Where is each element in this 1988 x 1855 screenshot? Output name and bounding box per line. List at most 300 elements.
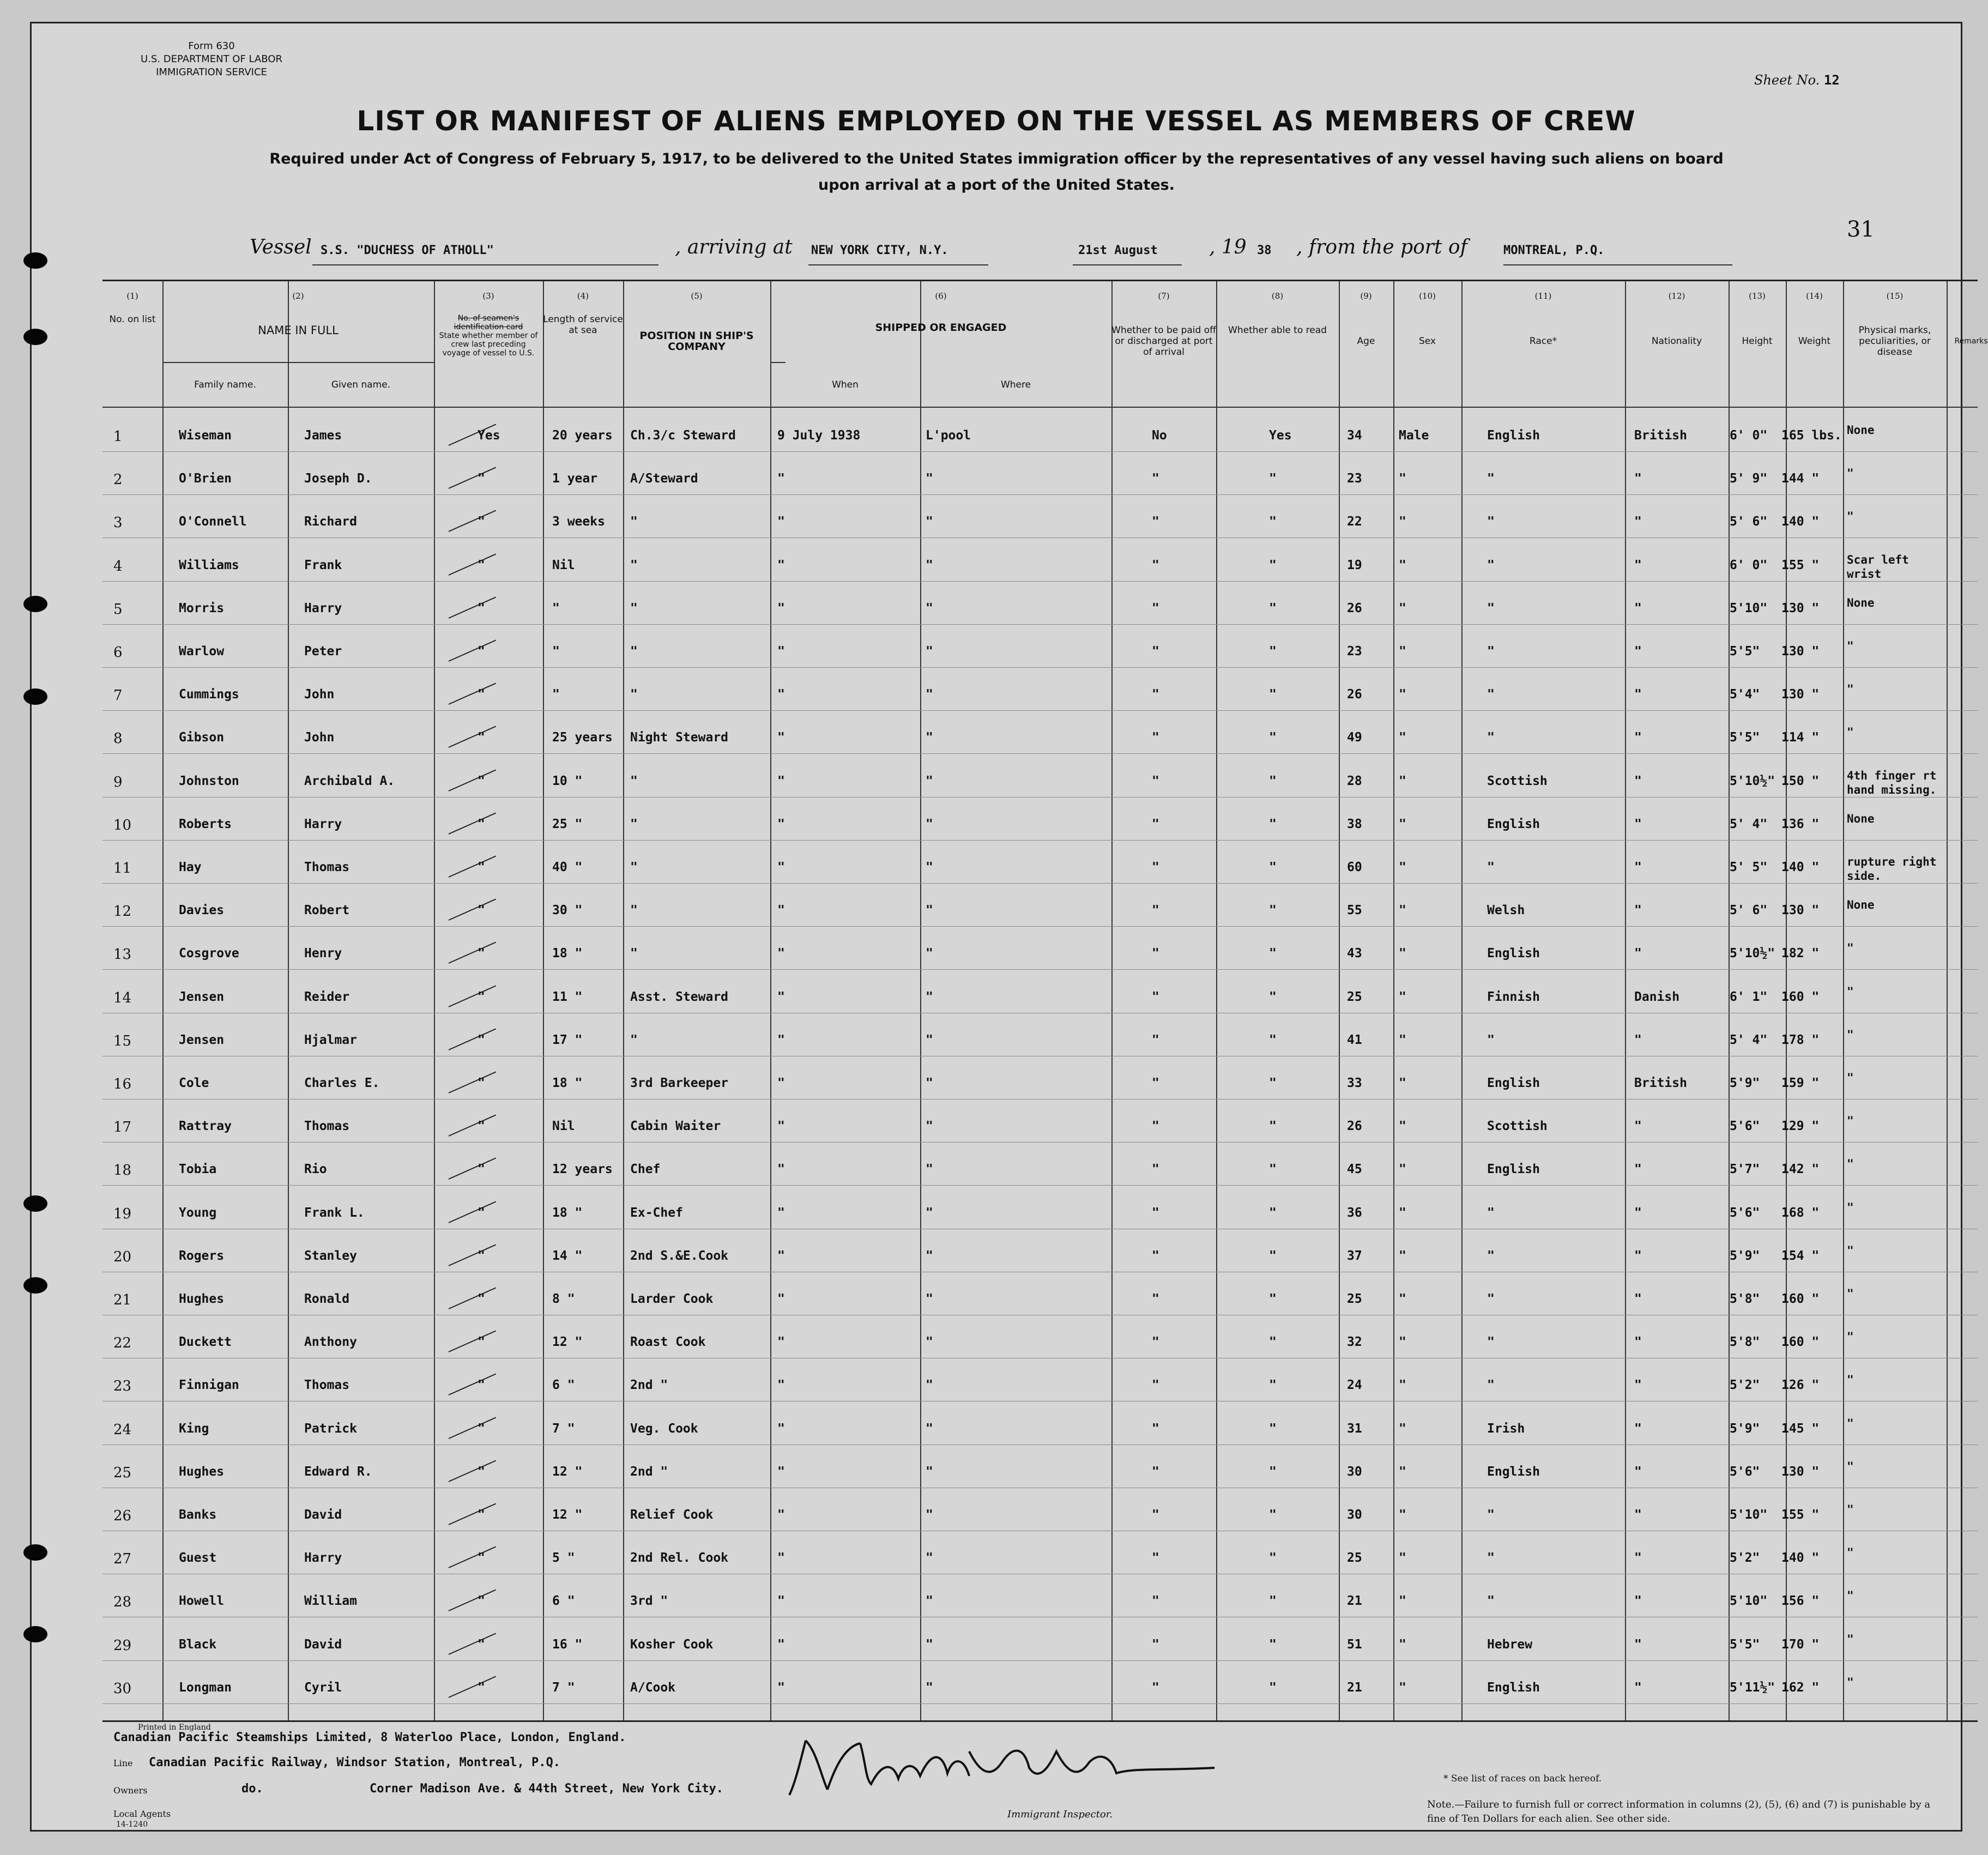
row-number: 17	[113, 1119, 132, 1136]
nationality-cell: British	[1634, 1076, 1687, 1090]
age-cell: 51	[1347, 1637, 1362, 1652]
physical-marks-cell: 4th finger rt hand missing.	[1847, 769, 1937, 796]
vessel-name: S.S. "DUCHESS OF ATHOLL"	[321, 244, 494, 257]
service-length-cell: 12 "	[552, 1464, 583, 1479]
physical-marks-cell: "	[1847, 1459, 1854, 1473]
check-mark	[449, 812, 497, 834]
form-header	[124, 40, 299, 79]
paid-off-cell: "	[1152, 730, 1159, 745]
paid-off-cell: "	[1152, 1421, 1159, 1436]
height-cell: 5' 4"	[1730, 1032, 1768, 1047]
shipped-when-cell: 9 July 1938	[777, 428, 861, 443]
weight-cell: 160 "	[1781, 989, 1820, 1004]
given-name-cell: Harry	[304, 1551, 342, 1566]
previous-voyage-cell: "	[478, 1594, 485, 1609]
height-cell: 5'2"	[1730, 1378, 1760, 1393]
shipped-when-cell: "	[777, 1680, 785, 1695]
from-port: MONTREAL, P.Q.	[1503, 244, 1605, 257]
given-name-cell: John	[304, 687, 335, 702]
physical-marks-cell: "	[1847, 1114, 1854, 1128]
weight-cell: 142 "	[1781, 1162, 1820, 1177]
position-cell: "	[630, 687, 638, 702]
able-to-read-cell: "	[1269, 1464, 1277, 1479]
weight-cell: 155 "	[1781, 558, 1820, 572]
row-number: 1	[113, 428, 123, 445]
check-mark	[449, 1071, 497, 1093]
crew-table	[102, 280, 1988, 1722]
row-number: 11	[113, 860, 132, 877]
service-length-cell: Nil	[552, 558, 575, 572]
arrival-port: NEW YORK CITY, N.Y.	[811, 244, 948, 257]
nationality-cell: "	[1634, 1421, 1642, 1436]
col-num-11: (11)	[1534, 291, 1552, 301]
physical-marks-cell: "	[1847, 984, 1854, 998]
age-cell: 45	[1347, 1162, 1362, 1177]
row-number: 27	[113, 1551, 132, 1568]
row-number: 20	[113, 1248, 132, 1265]
header-col3-text: State whether member of crew last preceding voyage of vessel to U.S.	[439, 331, 538, 358]
age-cell: 49	[1347, 730, 1362, 745]
printed-note: Printed in England	[138, 1723, 211, 1732]
previous-voyage-cell: "	[478, 1032, 485, 1047]
family-name-cell: Jensen	[179, 1032, 225, 1047]
col-num-7: (7)	[1158, 291, 1170, 301]
weight-cell: 130 "	[1781, 687, 1820, 702]
position-cell: "	[630, 817, 638, 831]
sex-cell: "	[1399, 515, 1406, 529]
height-cell: 5'4"	[1730, 687, 1760, 702]
service-length-cell: 10 "	[552, 774, 583, 788]
check-mark	[449, 1158, 497, 1180]
able-to-read-cell: "	[1269, 1335, 1277, 1350]
sheet-number-value: 12	[1823, 72, 1840, 88]
able-to-read-cell: "	[1269, 644, 1277, 658]
shipped-where-cell: "	[926, 1292, 933, 1306]
previous-voyage-cell: "	[478, 1680, 485, 1695]
age-cell: 37	[1347, 1248, 1362, 1263]
able-to-read-cell: "	[1269, 515, 1277, 529]
row-number: 12	[113, 903, 132, 920]
position-cell: "	[630, 774, 638, 788]
sex-cell: "	[1399, 1594, 1406, 1609]
row-number: 16	[113, 1076, 132, 1092]
check-mark	[449, 1676, 497, 1697]
age-cell: 36	[1347, 1205, 1362, 1220]
weight-cell: 156 "	[1781, 1594, 1820, 1609]
family-name-cell: Wiseman	[179, 428, 232, 443]
header-name-in-full: NAME IN FULL	[258, 324, 339, 337]
race-cell: "	[1487, 1594, 1495, 1609]
shipped-when-cell: "	[777, 1076, 785, 1090]
row-number: 30	[113, 1680, 132, 1697]
given-name-cell: Henry	[304, 946, 342, 961]
race-cell: English	[1487, 1162, 1540, 1177]
row-number: 22	[113, 1335, 132, 1352]
sex-cell: "	[1399, 1335, 1406, 1350]
previous-voyage-cell: "	[478, 860, 485, 874]
shipped-where-cell: "	[926, 644, 933, 658]
able-to-read-cell: "	[1269, 817, 1277, 831]
check-mark	[449, 985, 497, 1007]
given-name-cell: Patrick	[304, 1421, 357, 1436]
nationality-cell: "	[1634, 1594, 1642, 1609]
weight-cell: 159 "	[1781, 1076, 1820, 1090]
previous-voyage-cell: "	[478, 1076, 485, 1090]
physical-marks-cell: "	[1847, 1675, 1854, 1689]
header-nationality: Nationality	[1651, 336, 1702, 347]
given-name-cell: Anthony	[304, 1335, 357, 1350]
height-cell: 5'6"	[1730, 1205, 1760, 1220]
given-name-cell: Peter	[304, 644, 342, 658]
race-cell: Irish	[1487, 1421, 1525, 1436]
check-mark	[449, 1417, 497, 1439]
paid-off-cell: "	[1152, 1464, 1159, 1479]
check-mark	[449, 1244, 497, 1266]
arrival-year: 38	[1257, 244, 1272, 257]
nationality-cell: "	[1634, 860, 1642, 874]
nationality-cell: "	[1634, 817, 1642, 831]
shipped-where-cell: "	[926, 687, 933, 702]
age-cell: 31	[1347, 1421, 1362, 1436]
service: IMMIGRATION SERVICE	[156, 67, 267, 78]
binder-hole	[23, 1626, 47, 1642]
given-name-cell: Stanley	[304, 1248, 357, 1263]
height-cell: 5' 6"	[1730, 903, 1768, 918]
given-name-cell: Robert	[304, 903, 350, 918]
able-to-read-cell: "	[1269, 1637, 1277, 1652]
paid-off-cell: "	[1152, 601, 1159, 615]
sex-cell: "	[1399, 1508, 1406, 1522]
position-cell: "	[630, 903, 638, 918]
service-length-cell: 7 "	[552, 1680, 575, 1695]
height-cell: 5'11½"	[1730, 1680, 1775, 1695]
shipped-when-cell: "	[777, 515, 785, 529]
inspector-label: Immigrant Inspector.	[1007, 1809, 1113, 1820]
col-num-3: (3)	[482, 291, 494, 301]
physical-marks-cell: rupture right side.	[1847, 855, 1937, 883]
age-cell: 60	[1347, 860, 1362, 874]
height-cell: 5' 5"	[1730, 860, 1768, 874]
family-name-cell: Cole	[179, 1076, 209, 1090]
weight-cell: 140 "	[1781, 1551, 1820, 1566]
race-cell: "	[1487, 644, 1495, 658]
check-mark	[449, 639, 497, 661]
shipped-when-cell: "	[777, 860, 785, 874]
given-name-cell: John	[304, 730, 335, 745]
weight-cell: 126 "	[1781, 1378, 1820, 1393]
paid-off-cell: "	[1152, 817, 1159, 831]
check-mark	[449, 1374, 497, 1395]
previous-voyage-cell: "	[478, 1335, 485, 1350]
age-cell: 21	[1347, 1680, 1362, 1695]
sex-cell: "	[1399, 472, 1406, 486]
paid-off-cell: "	[1152, 472, 1159, 486]
sex-cell: "	[1399, 1076, 1406, 1090]
nationality-cell: "	[1634, 1292, 1642, 1306]
previous-voyage-cell: "	[478, 558, 485, 572]
position-cell: Kosher Cook	[630, 1637, 714, 1652]
previous-voyage-cell: "	[478, 1551, 485, 1566]
age-cell: 30	[1347, 1464, 1362, 1479]
service-length-cell: 11 "	[552, 989, 583, 1004]
given-name-cell: Richard	[304, 515, 357, 529]
weight-cell: 160 "	[1781, 1335, 1820, 1350]
sheet-number-label: Sheet No.	[1754, 72, 1820, 88]
col-num-12: (12)	[1668, 291, 1685, 301]
paid-off-cell: "	[1152, 1551, 1159, 1566]
previous-voyage-cell: "	[478, 515, 485, 529]
able-to-read-cell: "	[1269, 946, 1277, 961]
row-number: 3	[113, 515, 123, 531]
family-name-cell: King	[179, 1421, 209, 1436]
height-cell: 5' 6"	[1730, 515, 1768, 529]
age-cell: 23	[1347, 644, 1362, 658]
service-length-cell: 8 "	[552, 1292, 575, 1306]
position-cell: 2nd "	[630, 1378, 668, 1393]
sex-cell: "	[1399, 1464, 1406, 1479]
age-cell: 30	[1347, 1508, 1362, 1522]
binder-hole	[23, 1277, 47, 1294]
binder-hole	[23, 688, 47, 705]
weight-cell: 130 "	[1781, 601, 1820, 615]
paid-off-cell: "	[1152, 558, 1159, 572]
page-subtitle: Required under Act of Congress of February 5, 1917, to be delivered to the United States immigration officer by the representatives of any vessel having such aliens on board upon arrival at a port of the United States.	[269, 150, 1724, 194]
height-cell: 5' 9"	[1730, 472, 1768, 486]
row-number: 4	[113, 558, 123, 575]
sex-cell: "	[1399, 1162, 1406, 1177]
row-number: 6	[113, 644, 123, 661]
service-length-cell: 7 "	[552, 1421, 575, 1436]
position-cell: "	[630, 860, 638, 874]
race-cell: English	[1487, 1076, 1540, 1090]
check-mark	[449, 855, 497, 877]
race-cell: "	[1487, 601, 1495, 615]
race-cell: "	[1487, 730, 1495, 745]
position-cell: "	[630, 1032, 638, 1047]
family-name-cell: O'Brien	[179, 472, 232, 486]
ditto-mark: do.	[241, 1782, 263, 1796]
row-number: 10	[113, 817, 132, 833]
given-name-cell: Archibald A.	[304, 774, 395, 788]
physical-marks-cell: "	[1847, 510, 1854, 523]
paid-off-cell: "	[1152, 1680, 1159, 1695]
family-name-cell: Rattray	[179, 1119, 232, 1134]
shipped-when-cell: "	[777, 687, 785, 702]
nationality-cell: "	[1634, 1508, 1642, 1522]
shipped-where-cell: "	[926, 1205, 933, 1220]
weight-cell: 130 "	[1781, 903, 1820, 918]
able-to-read-cell: "	[1269, 558, 1277, 572]
family-name-cell: Banks	[179, 1508, 217, 1522]
owners-line-1: Canadian Pacific Steamships Limited, 8 Waterloo Place, London, England.	[113, 1731, 626, 1744]
check-mark	[449, 1503, 497, 1525]
given-name-cell: Charles E.	[304, 1076, 380, 1090]
paid-off-cell: No	[1152, 428, 1167, 443]
service-length-cell: 6 "	[552, 1378, 575, 1393]
age-cell: 43	[1347, 946, 1362, 961]
shipped-when-cell: "	[777, 1378, 785, 1393]
paid-off-cell: "	[1152, 1292, 1159, 1306]
shipped-where-cell: "	[926, 1464, 933, 1479]
service-length-cell: 30 "	[552, 903, 583, 918]
previous-voyage-cell: "	[478, 903, 485, 918]
shipped-when-cell: "	[777, 1205, 785, 1220]
weight-cell: 140 "	[1781, 860, 1820, 874]
height-cell: 5' 4"	[1730, 817, 1768, 831]
previous-voyage-cell: "	[478, 1508, 485, 1522]
sex-cell: "	[1399, 1292, 1406, 1306]
family-name-cell: Hughes	[179, 1464, 225, 1479]
able-to-read-cell: "	[1269, 687, 1277, 702]
service-length-cell: "	[552, 644, 560, 658]
age-cell: 25	[1347, 1292, 1362, 1306]
row-number: 19	[113, 1205, 132, 1222]
height-cell: 5'9"	[1730, 1421, 1760, 1436]
from-port-label: , from the port of	[1296, 236, 1467, 258]
able-to-read-cell: "	[1269, 903, 1277, 918]
row-number: 9	[113, 774, 123, 790]
able-to-read-cell: "	[1269, 774, 1277, 788]
given-name-cell: Rio	[304, 1162, 327, 1177]
check-mark	[449, 683, 497, 705]
service-length-cell: 14 "	[552, 1248, 583, 1263]
sex-cell: "	[1399, 1637, 1406, 1652]
nationality-cell: British	[1634, 428, 1687, 443]
shipped-where-cell: "	[926, 1680, 933, 1695]
family-name-cell: Hay	[179, 860, 202, 874]
row-number: 18	[113, 1162, 132, 1179]
sex-cell: "	[1399, 1032, 1406, 1047]
able-to-read-cell: "	[1269, 1162, 1277, 1177]
height-cell: 6' 0"	[1730, 558, 1768, 572]
paid-off-cell: "	[1152, 1076, 1159, 1090]
shipped-when-cell: "	[777, 601, 785, 615]
able-to-read-cell: "	[1269, 601, 1277, 615]
position-cell: 2nd Rel. Cook	[630, 1551, 729, 1566]
race-cell: "	[1487, 558, 1495, 572]
race-cell: "	[1487, 1335, 1495, 1350]
row-number: 14	[113, 989, 132, 1006]
service-length-cell: "	[552, 687, 560, 702]
given-name-cell: Hjalmar	[304, 1032, 357, 1047]
service-length-cell: 25 years	[552, 730, 613, 745]
col-num-10: (10)	[1419, 291, 1436, 301]
row-number: 15	[113, 1032, 132, 1049]
header-weight: Weight	[1798, 336, 1831, 347]
given-name-cell: Thomas	[304, 1378, 350, 1393]
previous-voyage-cell: "	[478, 774, 485, 788]
nationality-cell: "	[1634, 1119, 1642, 1134]
physical-marks-cell: "	[1847, 1373, 1854, 1387]
able-to-read-cell: "	[1269, 1680, 1277, 1695]
position-cell: 3rd Barkeeper	[630, 1076, 729, 1090]
owners-label: Owners	[113, 1785, 148, 1796]
shipped-where-cell: "	[926, 1637, 933, 1652]
header-where: Where	[1000, 379, 1031, 390]
race-cell: "	[1487, 1292, 1495, 1306]
able-to-read-cell: Yes	[1269, 428, 1292, 443]
shipped-when-cell: "	[777, 1335, 785, 1350]
service-length-cell: 1 year	[552, 472, 598, 486]
row-number: 28	[113, 1594, 132, 1611]
service-length-cell: 25 "	[552, 817, 583, 831]
agents-address: Corner Madison Ave. & 44th Street, New York City.	[370, 1782, 724, 1796]
shipped-when-cell: "	[777, 1162, 785, 1177]
service-length-cell: 18 "	[552, 1205, 583, 1220]
given-name-cell: Frank	[304, 558, 342, 572]
age-cell: 24	[1347, 1378, 1362, 1393]
height-cell: 5'10"	[1730, 1508, 1768, 1522]
position-cell: Roast Cook	[630, 1335, 706, 1350]
physical-marks-cell: "	[1847, 1330, 1854, 1344]
nationality-cell: "	[1634, 515, 1642, 529]
shipped-when-cell: "	[777, 774, 785, 788]
given-name-cell: Frank L.	[304, 1205, 365, 1220]
service-length-cell: 18 "	[552, 946, 583, 961]
row-number: 23	[113, 1378, 132, 1395]
paid-off-cell: "	[1152, 989, 1159, 1004]
previous-voyage-cell: "	[478, 1248, 485, 1263]
position-cell: A/Cook	[630, 1680, 676, 1695]
previous-voyage-cell: "	[478, 1292, 485, 1306]
race-cell: "	[1487, 687, 1495, 702]
department: U.S. DEPARTMENT OF LABOR	[141, 53, 282, 65]
nationality-cell: "	[1634, 774, 1642, 788]
paid-off-cell: "	[1152, 774, 1159, 788]
shipped-when-cell: "	[777, 1032, 785, 1047]
age-cell: 26	[1347, 687, 1362, 702]
physical-marks-cell: "	[1847, 1157, 1854, 1171]
sex-cell: "	[1399, 558, 1406, 572]
given-name-cell: Joseph D.	[304, 472, 372, 486]
nationality-cell: "	[1634, 1680, 1642, 1695]
weight-cell: 136 "	[1781, 817, 1820, 831]
previous-voyage-cell: Yes	[478, 428, 500, 443]
previous-voyage-cell: "	[478, 946, 485, 961]
shipped-when-cell: "	[777, 1292, 785, 1306]
sex-cell: "	[1399, 687, 1406, 702]
previous-voyage-cell: "	[478, 1162, 485, 1177]
position-cell: "	[630, 558, 638, 572]
given-name-cell: Harry	[304, 601, 342, 615]
shipped-where-cell: "	[926, 1421, 933, 1436]
paid-off-cell: "	[1152, 1205, 1159, 1220]
nationality-cell: "	[1634, 1335, 1642, 1350]
position-cell: 2nd "	[630, 1464, 668, 1479]
sex-cell: "	[1399, 1248, 1406, 1263]
race-cell: "	[1487, 472, 1495, 486]
physical-marks-cell: None	[1847, 596, 1875, 609]
shipped-where-cell: "	[926, 1162, 933, 1177]
family-name-cell: Warlow	[179, 644, 225, 658]
form-number: Form 630	[188, 40, 235, 52]
sex-cell: "	[1399, 903, 1406, 918]
row-number: 29	[113, 1637, 132, 1654]
shipped-where-cell: "	[926, 1119, 933, 1134]
paid-off-cell: "	[1152, 1378, 1159, 1393]
row-number: 5	[113, 601, 123, 618]
shipped-when-cell: "	[777, 946, 785, 961]
shipped-when-cell: "	[777, 558, 785, 572]
shipped-where-cell: L'pool	[926, 428, 971, 443]
header-col3-struck: No. of seamen's identification card	[454, 314, 523, 331]
physical-marks-cell: "	[1847, 1589, 1854, 1603]
service-length-cell: 16 "	[552, 1637, 583, 1652]
service-length-cell: "	[552, 601, 560, 615]
row-number: 13	[113, 946, 132, 963]
sheet-number	[1754, 72, 1840, 88]
weight-cell: 129 "	[1781, 1119, 1820, 1134]
